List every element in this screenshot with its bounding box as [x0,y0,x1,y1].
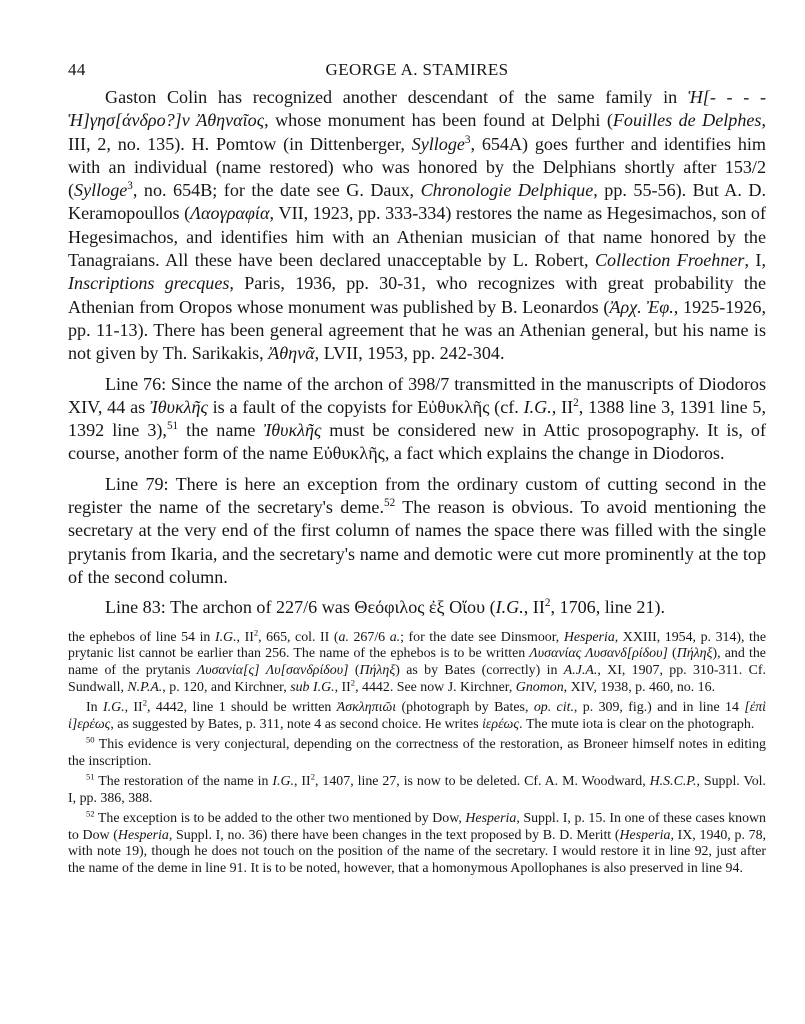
italic-text: Ἀθηνᾶ [268,343,315,364]
paragraph-line-76: Line 76: Since the name of the archon of 398/7 transmitted in the manuscripts of Diodoros XIV, 44 as Ἰθυκλῆς is a fault of the copyists for Εὐθυκλῆς (cf. I.G., $II^2$, 1388 line 3, 1391 line 5, 1392 line 3),$^{51}$ the name Ἰθυκλῆς must be considered new in Attic prosopography. It is, of course, another form of the name Εὐθυκλῆς, a fact which explains the change in Diodoros. [68,373,767,464]
italic-text: Ἀσκληπιῶι [336,700,397,716]
italic-text: sub I.G. [290,680,335,696]
italic-text: Λυ[σανδρίδου] [265,663,349,679]
running-head [68,56,766,86]
italic-text: Ἡ]γησ[άνδρο?]ν Ἀθηναῖος [68,110,265,131]
note-ref: 51 [86,771,95,782]
note-ref: 2 [310,771,315,782]
italic-text: Ἀρχ. Ἐφ. [609,296,674,317]
paragraph-line-79: Line 79: There is here an exception from the ordinary custom of cutting second in the register the name of the secretary's deme.$^{52}$ The reason is obvious. To avoid mentioning the secretary at the very end of the first column of names the space there was filled with the single prytanis from Ikaria, and the secretary's name and demotic were cut more prominently at the top of the second column. [68,473,766,587]
note-ref: 52 [86,807,95,818]
italic-text: Λυσανίας Λυσανδ[ρίδου] [529,646,668,662]
note-ref: 2 [350,677,356,688]
italic-text: Hesperia [563,629,615,645]
italic-text: Πήληξ [676,646,713,662]
footnote-52: $^{52}$ The exception is to be added to the other two mentioned by Dow, Hesperia, Suppl. I, p. 15. In one of these cases known to Dow (Hesperia, Suppl. I, no. 36) there have been changes in the text proposed by B. D. Meritt (Hesperia, IX, 1940, p. 78, with note 19), though he does not touch on the position of the name of the secretary. I would restore it in line 92, just after the name of the deme in line 91. It is to be noted, however, that a homonymous Apollophanes is also preserved in line 94. [68,807,767,877]
italic-text: op. cit. [533,700,574,716]
note-ref: 50 [86,734,95,745]
footnote-50: $^{50}$ This evidence is very conjectural, depending on the correctness of the restoration, as Broneer himself notes in editing the inscription. [68,734,766,769]
italic-text: [ἐπὶ ἱ]ερέως [68,700,767,733]
page [68,56,766,881]
italic-text: Ἡ[- - - - [687,87,767,107]
italic-text: I.G. [214,629,237,645]
italic-text: Ἰθυκλῆς [149,396,208,417]
note-ref: 52 [384,497,396,510]
note-ref: 2 [253,626,259,637]
footnotes [68,626,767,879]
note-ref: 2 [142,697,148,708]
italic-text: Gnomon [515,680,564,696]
italic-text: Collection Froehner [594,250,745,271]
italic-text: I.G. [272,773,295,789]
paragraph-colin: Gaston Colin has recognized another descendant of the same family in Ἡ[- - - - Ἡ]γησ[άνδρο?]ν Ἀθηναῖος, whose monument has been found at Delphi (Fouilles de Delphes, III, 2, no. 135). H. Pomtow (in Dittenberger, Sylloge$^3$, 654A) goes further and identifies him with an individual (name restored) who was honored by the Delphians shortly after 153/2 (Sylloge$^3$, no. 654B; for the date see G. Daux, Chronologie Delphique, pp. 55-56). But A. D. Keramopoullos (Λαογραφία, VII, 1923, pp. 333-334) restores the name as Hegesimachos, son of Hegesimachos, and identifies him with an Athenian musician of that name honored by the Tanagraians. All these have been declared unacceptable by L. Robert, Collection Froehner, I, Inscriptions grecques, Paris, 1936, pp. 30-31, who recognizes with great probability the Athenian from Oropos whose monument was published by B. Leonardos (Ἀρχ. Ἐφ., 1925-1926, pp. 11-13). There has been general agreement that he was an Athenian general, but his name is not given by Th. Sarikakis, Ἀθηνᾶ, LVII, 1953, pp. 242-304. [68,87,767,364]
italic-text: I.G. [523,396,552,417]
italic-text: Hesperia [117,827,169,843]
italic-text: Πήληξ [359,663,396,679]
italic-text: H.S.C.P. [649,773,697,789]
italic-text: I.G. [495,597,524,618]
italic-text: ἱερέως [482,717,519,733]
italic-text: Λαογραφία [190,203,270,224]
note-ref: 2 [573,396,579,409]
italic-text: a. [389,629,401,645]
footnote-continued-2: In I.G., $II^2$, 4442, line 1 should be written Ἀσκληπιῶι (photograph by Bates, op. cit., p. 309, fig.) and in line 14 [ἐπὶ ἱ]ερέως, as suggested by Bates, p. 311, note 4 as second choice. He writes ἱερέως. The mute iota is clear on the photograph. [68,697,767,733]
italic-text: Fouilles de Delphes [612,110,762,131]
running-head-author: GEORGE A. STAMIRES [325,60,509,79]
note-ref: 2 [544,597,551,610]
italic-text: Chronologie Delphique [420,180,594,201]
italic-text: Sylloge [411,133,465,154]
italic-text: Inscriptions grecques [68,273,230,294]
italic-text: Λυσανία[ς] [196,663,260,679]
italic-text: N.P.A. [127,680,163,696]
italic-text: Sylloge [74,180,128,201]
italic-text: Ἰθυκλῆς [263,420,322,441]
note-ref: 51 [166,420,179,433]
note-ref: 3 [127,180,133,193]
italic-text: A.J.A. [563,663,598,679]
note-ref: 3 [464,133,471,146]
italic-text: I.G. [102,700,125,716]
footnote-51: $^{51}$ The restoration of the name in I.G., $II^2$, 1407, line 27, is now to be deleted. Cf. A. M. Woodward, H.S.C.P., Suppl. Vol. I, pp. 386, 388. [68,771,766,806]
italic-text: a. [338,629,349,645]
page-number: 44 [68,60,86,79]
italic-text: Hesperia [465,810,517,826]
main-text [68,86,766,620]
paragraph-line-83: Line 83: The archon of 227/6 was Θεόφιλος ἐξ Οἴου (I.G., $II^2$, 1706, line 21). [105,597,666,618]
italic-text: Hesperia [619,827,671,843]
footnote-continued: the ephebos of line 54 in I.G., $II^2$, 665, col. II (a. 267/6 a.; for the date see Dinsmoor, Hesperia, XXIII, 1954, p. 314), the prytanic list cannot be earlier than 256. The name of the ephebos is to be written Λυσανίας Λυσανδ[ρίδου] (Πήληξ), and the name of the prytanis Λυσανία[ς] Λυ[σανδρίδου] (Πήληξ) as by Bates (correctly) in A.J.A., XI, 1907, pp. 310-311. Cf. Sundwall, N.P.A., p. 120, and Kirchner, sub I.G., $II^2$, 4442. See now J. Kirchner, Gnomon, XIV, 1938, p. 460, no. 16. [68,626,767,696]
